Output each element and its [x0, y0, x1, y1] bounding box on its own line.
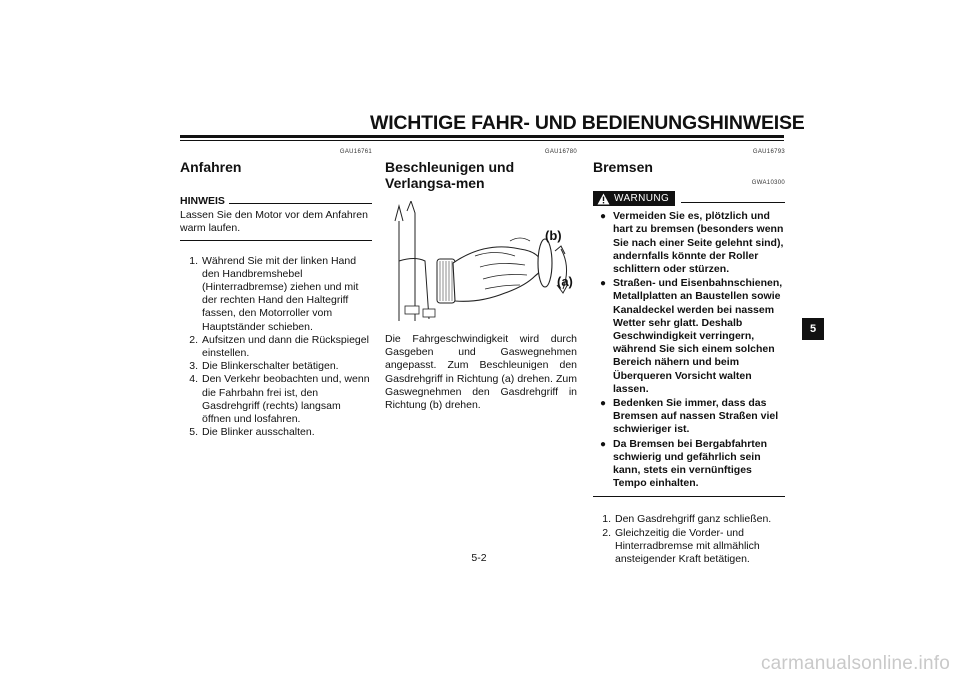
- note-end-rule: [180, 240, 372, 241]
- note-rule: [229, 203, 372, 204]
- header-rule-thin: [180, 140, 784, 141]
- header-rule: [180, 135, 784, 138]
- list-item: [593, 277, 785, 396]
- page-title: WICHTIGE FAHR- UND BEDIENUNGSHINWEISE: [370, 112, 805, 134]
- list-item: [593, 438, 785, 491]
- list-item: [180, 360, 372, 373]
- step-number: 4.: [189, 373, 198, 386]
- bullet-icon: ●: [599, 211, 607, 223]
- warning-end-rule: [593, 496, 785, 497]
- list-item: [593, 513, 785, 526]
- warning-text: Vermeiden Sie es, plötzlich und hart zu bremsen (besonders wenn Sie nach einer Seite gelehnt sind), andernfalls könnte der Roller schlittern oder stürzen.: [613, 210, 784, 276]
- page-number: 5-2: [471, 552, 487, 564]
- section-paragraph: Die Fahrgeschwindigkeit wird durch Gasgeben und Gaswegnehmen angepasst. Zum Beschleunigen den Gasdrehgriff in Richtung (a) drehen. Zum Gaswegnehmen den Gasdrehgriff in Richtung (b) drehen.: [385, 333, 577, 412]
- warning-text: Da Bremsen bei Bergabfahrten schwierig und gefährlich sein kann, stets ein vernünftiges Tempo einhalten.: [613, 437, 768, 490]
- section-code: GAU16793: [752, 149, 785, 155]
- bullet-icon: ●: [599, 398, 607, 410]
- warning-header: [593, 191, 785, 206]
- bullet-icon: ●: [599, 278, 607, 290]
- step-number: 3.: [189, 360, 198, 373]
- note-label: HINWEIS: [180, 195, 225, 207]
- step-text: Den Verkehr beobachten und, wenn die Fahrbahn frei ist, den Gasdrehgriff (rechts) langsam öffnen und losfahren.: [202, 373, 370, 426]
- step-number: 2.: [189, 333, 198, 346]
- step-number: 5.: [189, 426, 198, 439]
- section-heading: Bremsen: [593, 159, 653, 175]
- section-beschleunigen: [385, 148, 577, 412]
- section-heading: Beschleunigen und Verlangsa-men: [385, 159, 515, 191]
- warning-list: [593, 210, 785, 490]
- warning-rule: [681, 202, 785, 203]
- list-item: [180, 373, 372, 426]
- step-text: Gleichzeitig die Vorder- und Hinterradbremse mit allmählich ansteigender Kraft betätigen.: [615, 526, 760, 566]
- list-item: [593, 397, 785, 437]
- step-text: Während Sie mit der linken Hand den Handbremshebel (Hinterradbremse) ziehen und mit der rechten Hand den Haltegriff fassen, den Motorroller vom Hauptständer schieben.: [202, 254, 359, 333]
- warning-triangle-icon: [597, 193, 610, 205]
- step-text: Den Gasdrehgriff ganz schließen.: [615, 513, 772, 526]
- throttle-illustration: [385, 201, 573, 321]
- step-text: Aufsitzen und dann die Rückspiegel einstellen.: [202, 333, 369, 360]
- throttle-hand-icon: [385, 201, 575, 326]
- warning-code: GWA10300: [751, 180, 785, 186]
- list-item: [180, 255, 372, 334]
- warning-text: Straßen- und Eisenbahnschienen, Metallplatten an Baustellen sowie Kanaldeckel werden bei nassem Wetter sehr glatt. Deshalb Geschwindigkeit verringern, während Sie sich einem solchen Bereich nähern und beim Überqueren Vorsicht walten lassen.: [613, 277, 783, 395]
- warning-label: WARNUNG: [614, 193, 670, 204]
- section-code: GAU16780: [544, 149, 577, 155]
- warning-text: Bedenken Sie immer, dass das Bremsen auf nassen Straßen viel schwieriger ist.: [613, 397, 779, 436]
- steps-list: [180, 255, 372, 440]
- list-item: [180, 334, 372, 360]
- note-header: [180, 195, 372, 208]
- step-text: Die Blinkerschalter betätigen.: [202, 360, 339, 373]
- list-item: [593, 210, 785, 276]
- list-item: [593, 527, 785, 567]
- section-heading: Anfahren: [180, 159, 242, 175]
- figure-label-b: (b): [545, 228, 562, 243]
- section-code: GAU16761: [339, 149, 372, 155]
- section-anfahren: [180, 148, 372, 439]
- step-number: 1.: [602, 513, 611, 526]
- step-text: Die Blinker ausschalten.: [202, 426, 315, 439]
- section-tab: 5: [802, 318, 824, 340]
- list-item: [180, 426, 372, 439]
- figure-label-a: (a): [557, 274, 573, 289]
- note-text: Lassen Sie den Motor vor dem Anfahren warm laufen.: [180, 209, 368, 235]
- steps-list: [593, 513, 785, 566]
- bullet-icon: ●: [599, 438, 607, 450]
- watermark: carmanualsonline.info: [760, 653, 950, 674]
- warning-badge: [593, 191, 675, 206]
- step-number: 1.: [189, 254, 198, 267]
- section-bremsen: [593, 148, 785, 566]
- step-number: 2.: [602, 526, 611, 539]
